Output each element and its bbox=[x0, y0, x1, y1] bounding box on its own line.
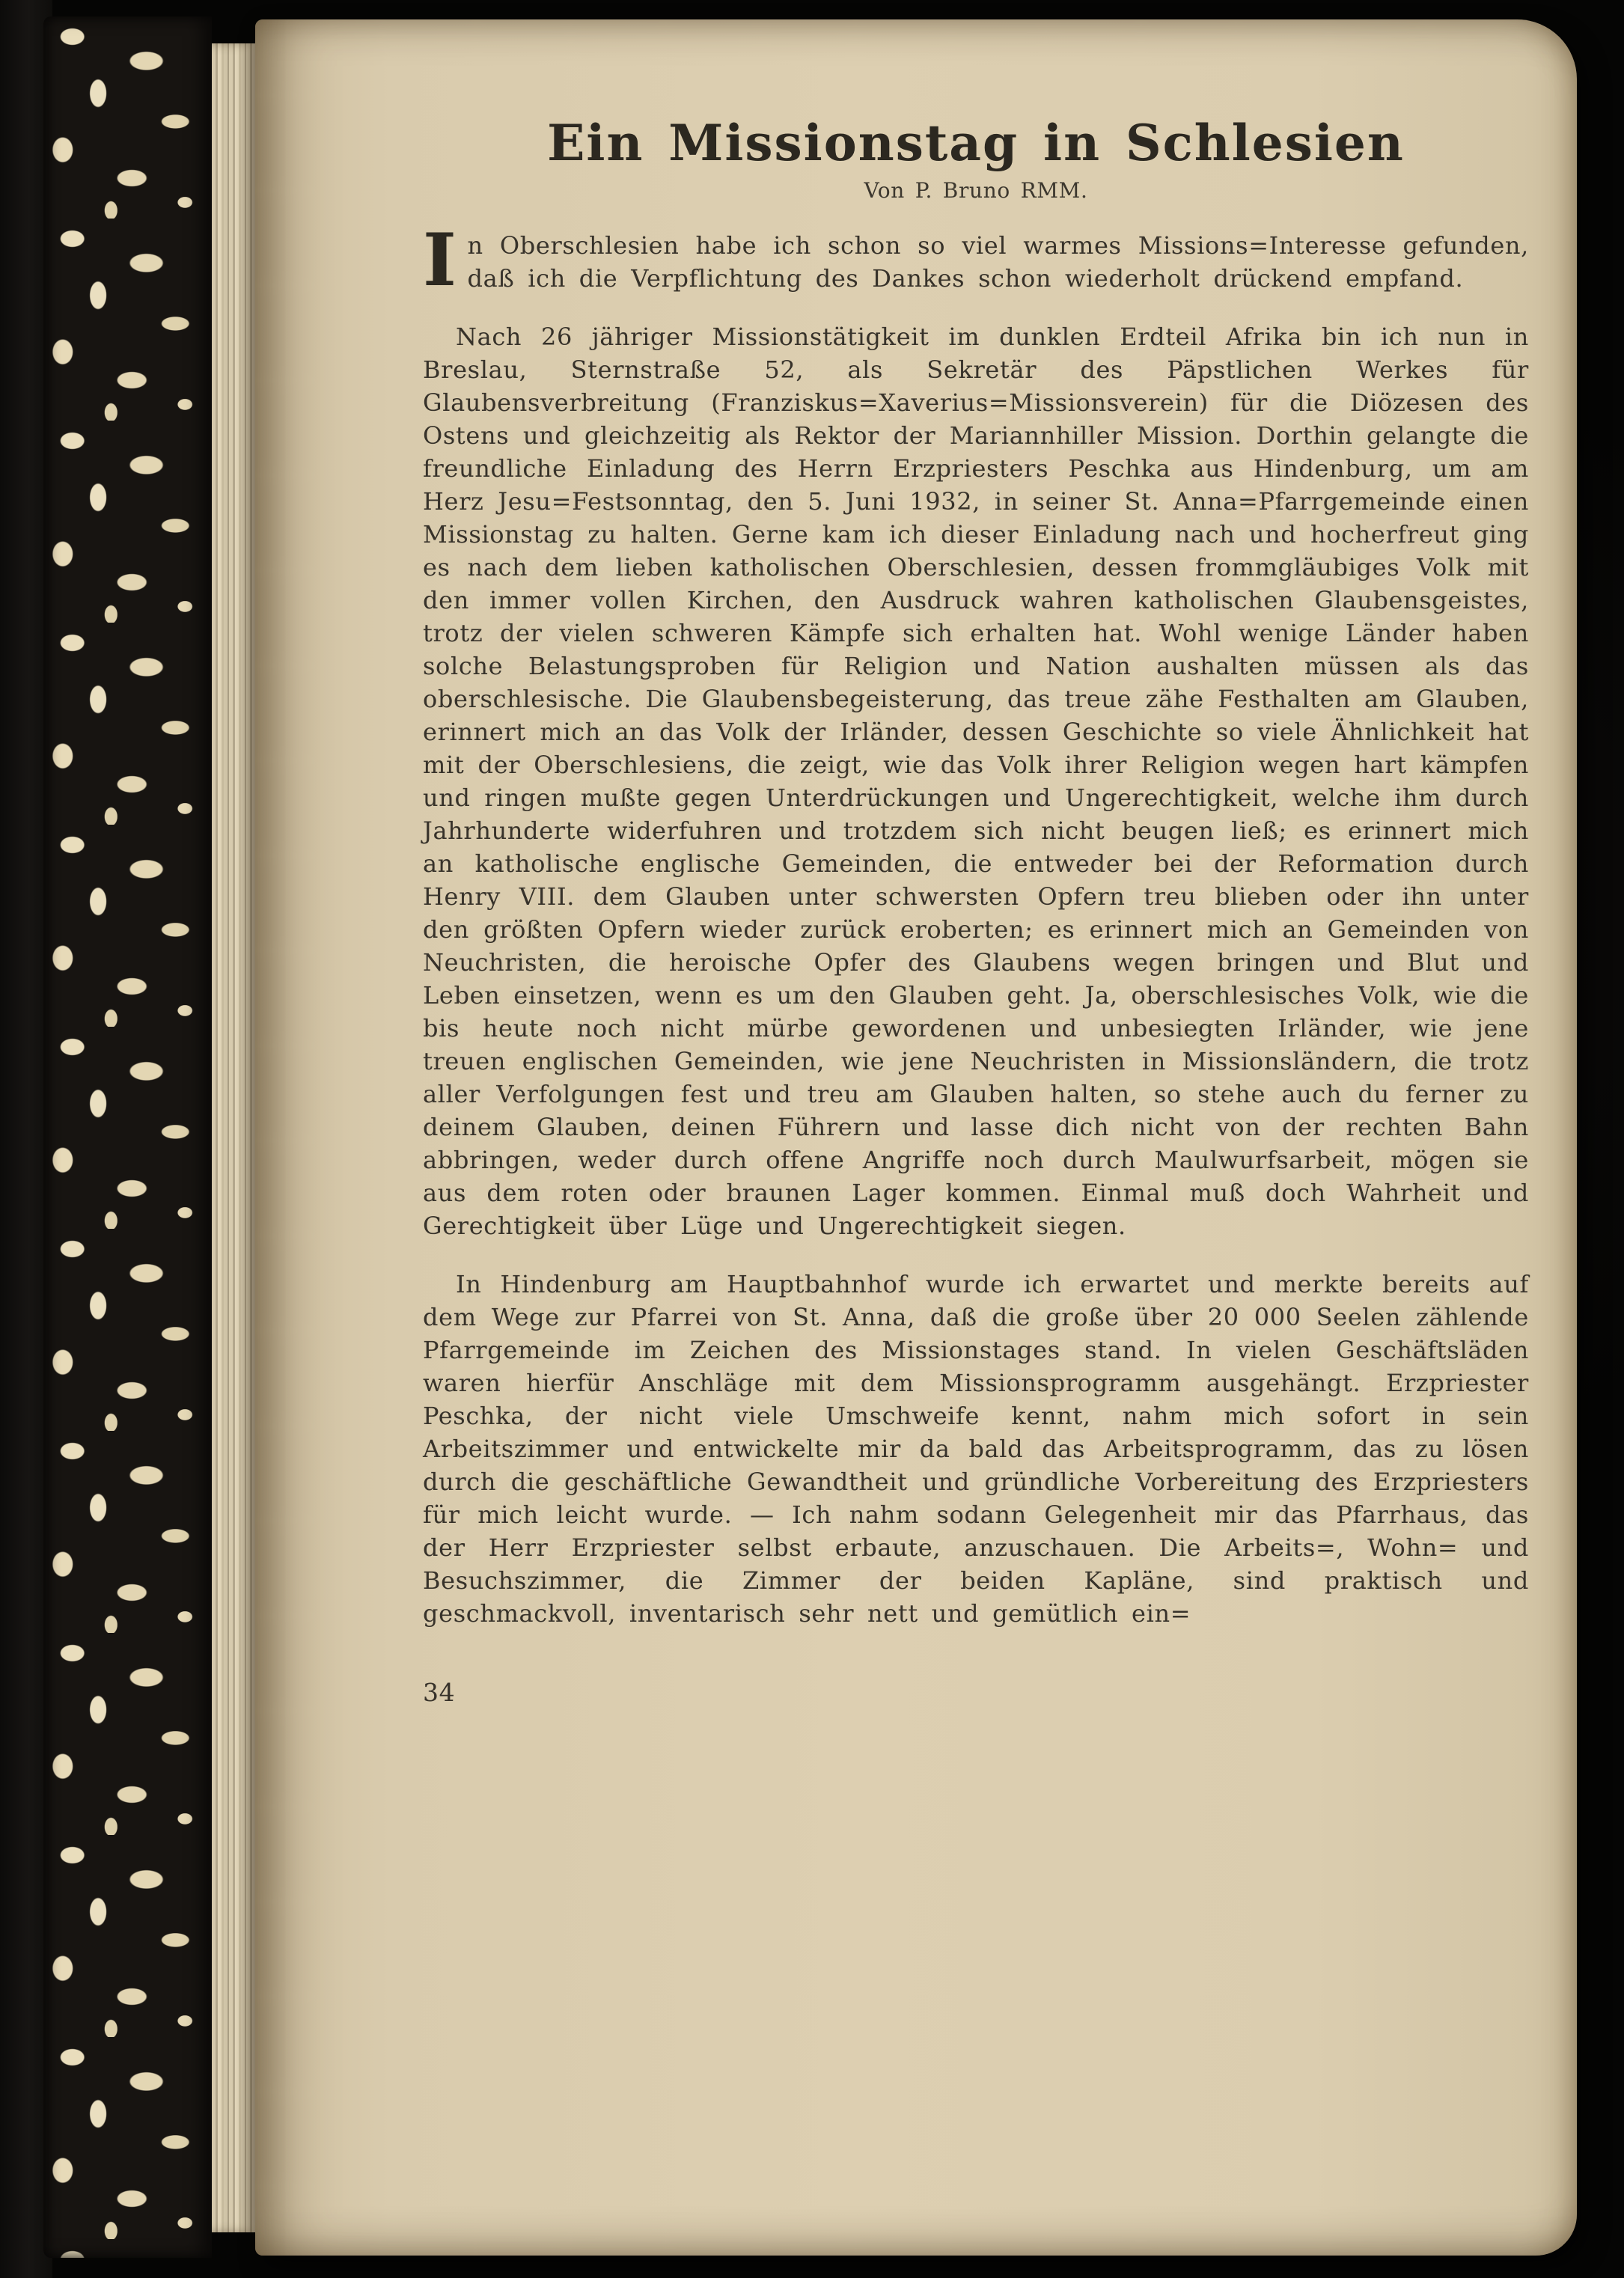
article-title: Ein Missionstag in Schlesien bbox=[547, 114, 1405, 172]
paragraph-3: In Hindenburg am Hauptbahnhof wurde ich erwartet und merkte bereits auf dem Wege zur Pfarrei von St. Anna, daß die große über 20 000 Seelen zählende Pfarrgemeinde im Zeichen des Missionstages stand. In vielen Geschäftsläden waren hierfür Anschläge mit dem Missionsprogramm ausgehängt. Erzpriester Peschka, der nicht viele Umschweife kennt, nahm mich sofort in sein Arbeitszimmer und entwickelte mir da bald das Arbeitsprogramm, das zu lösen durch die geschäftliche Gewandtheit und gründliche Vorbereitung des Erzpriesters für mich leicht wurde. — Ich nahm sodann Gelegenheit mir das Pfarrhaus, das der Herr Erzpriester selbst erbaute, anzuschauen. Die Arbeits=, Wohn= und Besuchszimmer, die Zimmer der beiden Kapläne, sind praktisch und geschmackvoll, inventarisch sehr nett und gemütlich ein= bbox=[423, 1270, 1529, 1628]
stacked-page-edges bbox=[212, 43, 255, 2232]
dropcap-initial: I bbox=[423, 218, 457, 302]
paragraph-1 bbox=[423, 218, 1529, 302]
page-content bbox=[423, 115, 1529, 1709]
article-byline: Von P. Bruno RMM. bbox=[864, 178, 1088, 203]
book-page bbox=[255, 19, 1577, 2256]
paragraph-2: Nach 26 jähriger Missionstätigkeit im dunklen Erdteil Afrika bin ich nun in Breslau, Sternstraße 52, als Sekretär des Päpstlichen Werkes für Glaubensverbreitung (Franziskus=Xaverius=Missionsverein) für die Diözesen des Ostens und gleichzeitig als Rektor der Mariannhiller Mission. Dorthin gelangte die freundliche Einladung des Herrn Erzpriesters Peschka aus Hindenburg, um am Herz Jesu=Festsonntag, den 5. Juni 1932, in seiner St. Anna=Pfarrgemeinde einen Missionstag zu halten. Gerne kam ich dieser Einladung nach und hocherfreut ging es nach dem lieben katholischen Oberschlesien, dessen frommgläubiges Volk mit den immer vollen Kirchen, den Ausdruck wahren katholischen Glaubensgeistes, trotz der vielen schweren Kämpfe sich erhalten hat. Wohl wenige Länder haben solche Belastungsproben für Religion und Nation aushalten müssen als das oberschlesische. Die Glaubensbegeisterung, das treue zähe Festhalten am Glauben, erinnert mich an das Volk der Irländer, dessen Geschichte so viele Ähnlichkeit hat mit der Oberschlesiens, die zeigt, wie das Volk ihrer Religion wegen hart kämpfen und ringen mußte gegen Unterdrückungen und Ungerechtigkeit, welche ihm durch Jahrhunderte widerfuhren und trotzdem sich nicht beugen ließ; es erinnert mich an katholische englische Gemeinden, die entweder bei der Reformation durch Henry VIII. dem Glauben unter schwersten Opfern treu blieben oder ihn unter den größten Opfern wieder zurück eroberten; es erinnert mich an Gemeinden von Neuchristen, die heroische Opfer des Glaubens wegen bringen und Blut und Leben einsetzen, wenn es um den Glauben geht. Ja, oberschlesisches Volk, wie die bis heute noch nicht mürbe gewordenen und unbesiegten Irländer, wie jene treuen englischen Gemeinden, wie jene Neuchristen in Missionsländern, die trotz aller Verfolgungen fest und treu am Glauben halten, so stehe auch du ferner zu deinem Glauben, deinen Führern und lasse dich nicht von der rechten Bahn abbringen, weder durch offene Angriffe noch durch Maulwurfsarbeit, mögen sie aus dem roten oder braunen Lager kommen. Einmal muß doch Wahrheit und Gerechtigkeit über Lüge und Ungerechtigkeit siegen. bbox=[423, 323, 1529, 1240]
page-number: 34 bbox=[423, 1678, 456, 1707]
marbled-endpaper bbox=[43, 16, 212, 2258]
paragraph-1-text: n Oberschlesien habe ich schon so viel warmes Missions=Interesse gefunden, daß ich die Verpflichtung des Dankes schon wiederholt drückend empfand. bbox=[467, 231, 1529, 293]
